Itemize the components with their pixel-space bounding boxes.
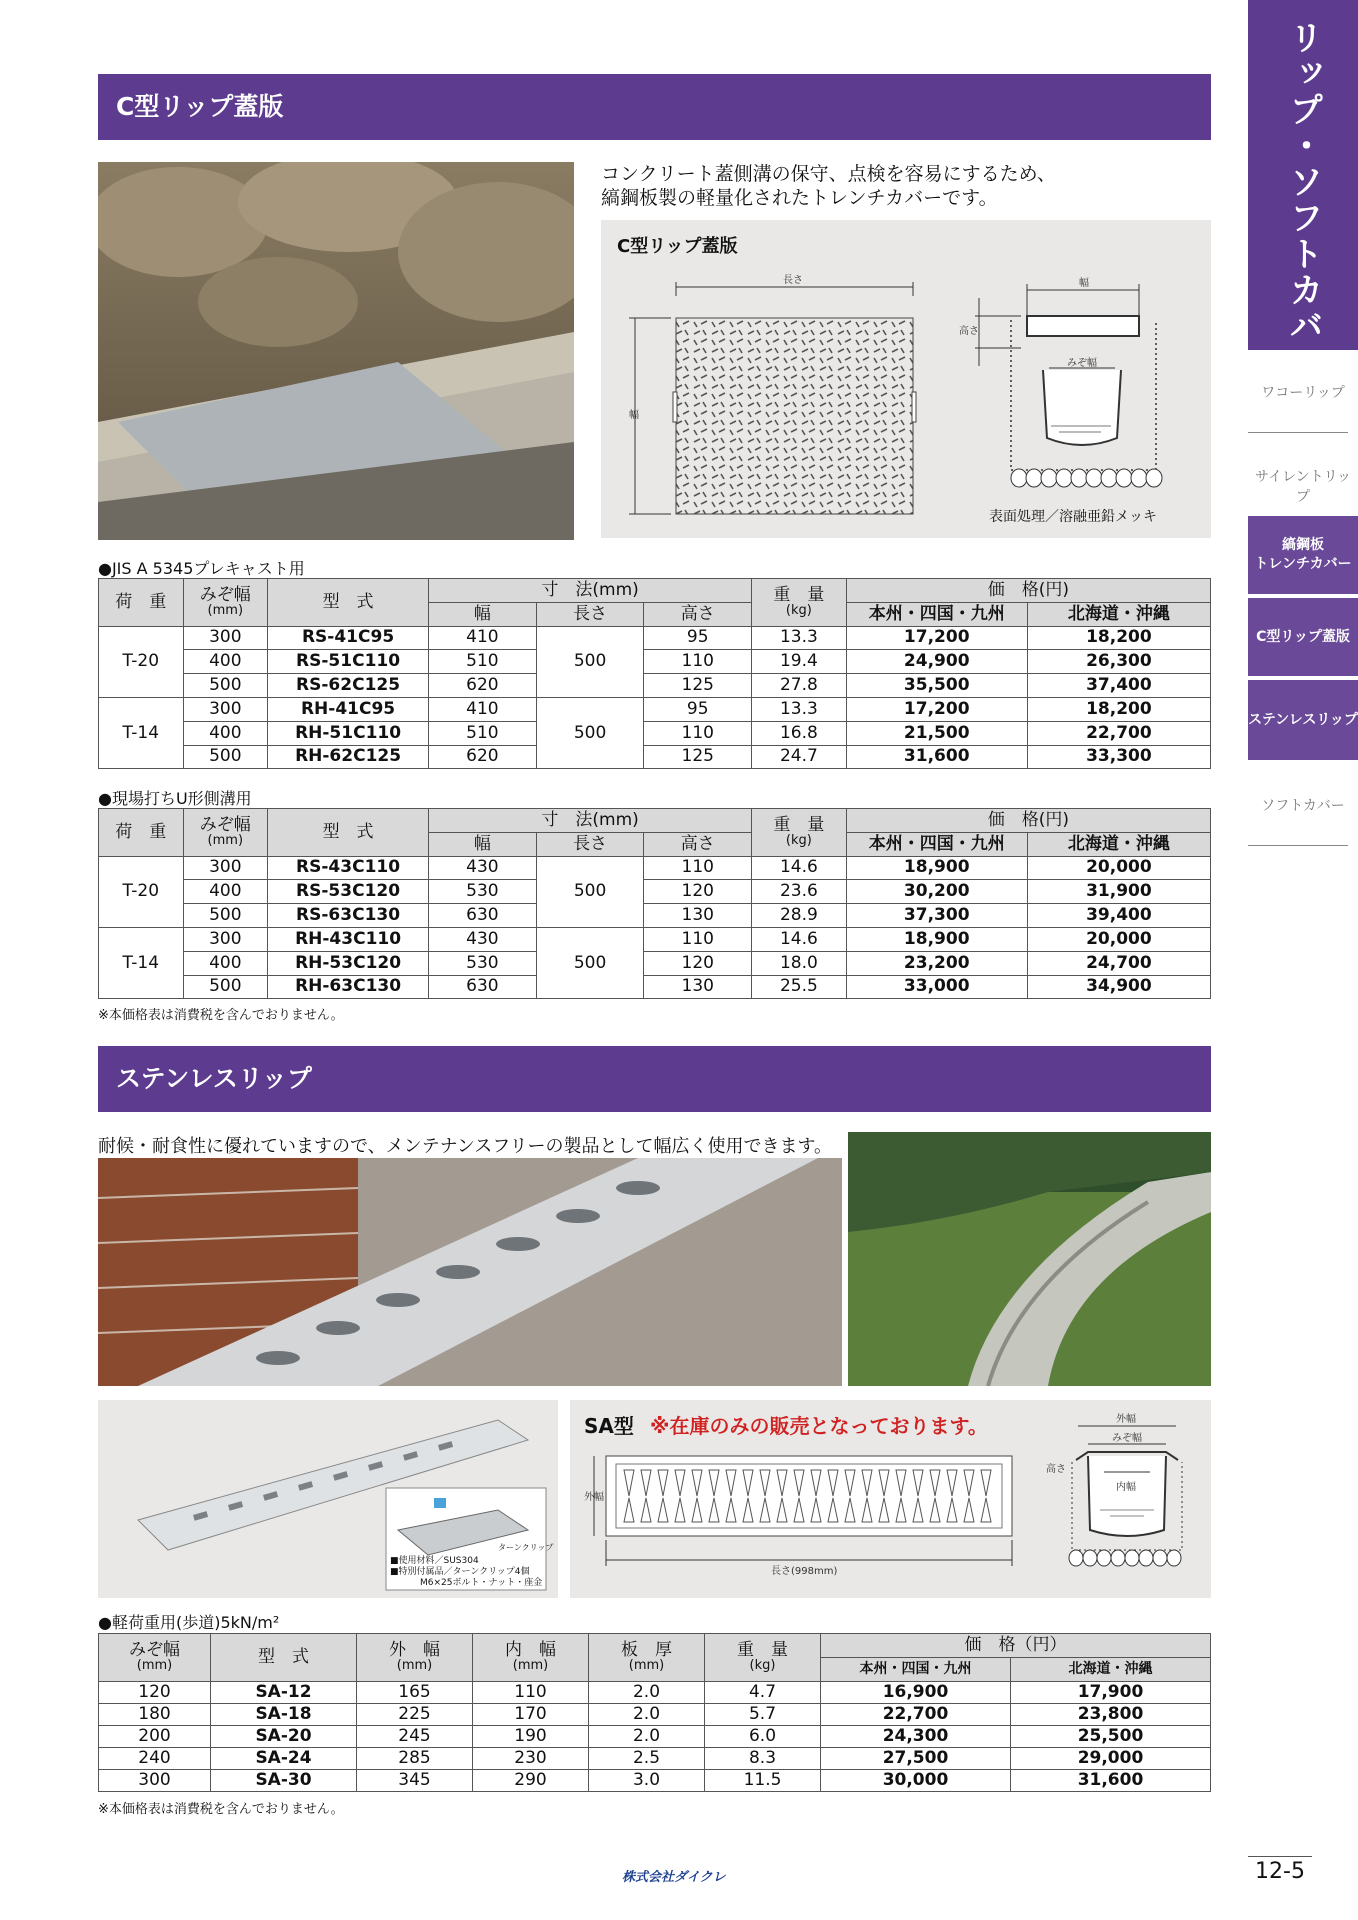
ditch-cell: 500	[183, 904, 268, 928]
model-cell: RH-41C95	[268, 697, 429, 721]
page-number: 12-5	[1248, 1856, 1312, 1884]
price-hokkaido-cell: 34,900	[1027, 975, 1210, 999]
header-thick-unit: (mm)	[628, 1658, 665, 1674]
label-outer-width: 外幅	[584, 1492, 604, 1503]
header-ditch	[99, 1634, 211, 1682]
kg-cell: 8.3	[705, 1747, 821, 1769]
price-hokkaido-cell: 33,300	[1027, 745, 1210, 769]
weight-cell: 27.8	[752, 674, 847, 698]
load-cell: T-14	[99, 927, 184, 998]
price-hokkaido-cell: 24,700	[1027, 951, 1210, 975]
label-outer-width-section: 外幅	[1116, 1414, 1136, 1425]
kg-cell: 11.5	[705, 1769, 821, 1791]
table2-caption: ●現場打ちU形側溝用	[98, 789, 252, 808]
side-link-stainless[interactable]: ステンレスリップ	[1248, 680, 1358, 760]
inner-cell: 170	[473, 1703, 589, 1725]
header-inner	[473, 1634, 589, 1682]
header-outer	[357, 1634, 473, 1682]
price-honshu-cell: 33,000	[846, 975, 1027, 999]
header-w: 幅	[429, 832, 537, 856]
ditch-cell: 180	[99, 1703, 211, 1725]
ditch-cell: 200	[99, 1725, 211, 1747]
table-row	[99, 721, 1211, 745]
width-cell: 620	[429, 745, 537, 769]
price-table-precast	[98, 578, 1211, 769]
price-hokkaido-cell: 18,200	[1027, 697, 1210, 721]
ditch-cell: 240	[99, 1747, 211, 1769]
price-honshu-cell: 31,600	[846, 745, 1027, 769]
label-height: 高さ	[959, 326, 979, 337]
label-length: 長さ(998mm)	[771, 1566, 838, 1577]
table-row	[99, 880, 1211, 904]
table-row	[99, 856, 1211, 880]
weight-cell: 14.6	[752, 927, 847, 951]
model-cell: SA-12	[211, 1681, 357, 1703]
p2-cell: 29,000	[1011, 1747, 1211, 1769]
turnclip-label: ターンクリップ	[498, 1543, 554, 1552]
header-h: 高さ	[644, 832, 752, 856]
length-cell: 500	[536, 927, 644, 998]
header-weight-unit: (kg)	[749, 1658, 776, 1674]
p2-cell: 23,800	[1011, 1703, 1211, 1725]
header-model: 型 式	[211, 1634, 357, 1682]
header-price-honshu: 本州・四国・九州	[821, 1657, 1011, 1681]
thick-cell: 2.0	[589, 1703, 705, 1725]
price-hokkaido-cell: 26,300	[1027, 650, 1210, 674]
side-link-wakolip[interactable]: ワコーリップ	[1261, 385, 1345, 401]
weight-cell: 13.3	[752, 626, 847, 650]
table-row	[99, 745, 1211, 769]
header-weight	[705, 1634, 821, 1682]
header-dims: 寸 法(mm)	[429, 579, 752, 603]
desc-line: コンクリート蓋側溝の保守、点検を容易にするため、	[601, 163, 1056, 185]
material-line: ■使用材料／SUS304	[390, 1556, 479, 1566]
length-cell: 500	[536, 626, 644, 697]
side-link-softcover[interactable]: ソフトカバー	[1261, 798, 1345, 814]
price-honshu-cell: 35,500	[846, 674, 1027, 698]
table-row	[99, 650, 1211, 674]
model-cell: SA-20	[211, 1725, 357, 1747]
model-cell: RS-41C95	[268, 626, 429, 650]
table-row	[99, 626, 1211, 650]
header-weight-label: 重 量	[773, 815, 825, 836]
height-cell: 120	[644, 951, 752, 975]
kg-cell: 4.7	[705, 1681, 821, 1703]
ditch-cell: 400	[183, 880, 268, 904]
ditch-cell: 120	[99, 1681, 211, 1703]
price-hokkaido-cell: 31,900	[1027, 880, 1210, 904]
ditch-cell: 500	[183, 674, 268, 698]
price-honshu-cell: 23,200	[846, 951, 1027, 975]
thick-cell: 2.0	[589, 1725, 705, 1747]
header-ditch-unit: (mm)	[207, 603, 244, 619]
accessory-line: ■特別付属品／ターンクリップ4個	[390, 1567, 530, 1577]
price-honshu-cell: 37,300	[846, 904, 1027, 928]
width-cell: 510	[429, 721, 537, 745]
header-load: 荷 重	[99, 809, 184, 857]
ditch-cell: 500	[183, 975, 268, 999]
photo-clip-cover	[98, 162, 574, 540]
model-cell: RS-63C130	[268, 904, 429, 928]
header-ditch	[183, 809, 268, 857]
model-cell: RH-51C110	[268, 721, 429, 745]
ditch-cell: 300	[183, 856, 268, 880]
thick-cell: 3.0	[589, 1769, 705, 1791]
p1-cell: 16,900	[821, 1681, 1011, 1703]
weight-cell: 19.4	[752, 650, 847, 674]
header-outer-unit: (mm)	[396, 1658, 433, 1674]
header-price-hokkaido: 北海道・沖縄	[1011, 1657, 1211, 1681]
header-inner-unit: (mm)	[512, 1658, 549, 1674]
width-cell: 630	[429, 904, 537, 928]
header-row	[99, 579, 1211, 603]
header-ditch-unit: (mm)	[136, 1658, 173, 1674]
header-thick	[589, 1634, 705, 1682]
model-cell: SA-30	[211, 1769, 357, 1791]
table-row	[99, 1769, 1211, 1791]
p1-cell: 30,000	[821, 1769, 1011, 1791]
header-model: 型 式	[268, 579, 429, 627]
p2-cell: 17,900	[1011, 1681, 1211, 1703]
header-l: 長さ	[536, 832, 644, 856]
width-cell: 510	[429, 650, 537, 674]
model-cell: RH-62C125	[268, 745, 429, 769]
side-link-clip[interactable]: C型リップ蓋版	[1248, 598, 1358, 676]
height-cell: 110	[644, 721, 752, 745]
sa-diagram-panel	[570, 1400, 1211, 1598]
desc-line: 縞鋼板製の軽量化されたトレンチカバーです。	[601, 187, 998, 209]
header-ditch-label: みぞ幅	[129, 1640, 180, 1661]
height-cell: 95	[644, 626, 752, 650]
height-cell: 125	[644, 745, 752, 769]
header-ditch-label: みぞ幅	[199, 585, 251, 606]
sa-type-diagram	[570, 1400, 1211, 1598]
weight-cell: 28.9	[752, 904, 847, 928]
header-price: 価 格（円）	[821, 1634, 1211, 1658]
outer-cell: 245	[357, 1725, 473, 1747]
table-row	[99, 697, 1211, 721]
price-hokkaido-cell: 37,400	[1027, 674, 1210, 698]
weight-cell: 24.7	[752, 745, 847, 769]
header-price-hokkaido: 北海道・沖縄	[1027, 832, 1210, 856]
photo-stainless-grating	[98, 1158, 842, 1386]
model-cell: RH-43C110	[268, 927, 429, 951]
price-hokkaido-cell: 39,400	[1027, 904, 1210, 928]
header-weight-unit: (kg)	[785, 833, 812, 849]
header-row	[99, 809, 1211, 833]
model-cell: RS-43C110	[268, 856, 429, 880]
company-logo: 株式会社ダイクレ	[622, 1870, 726, 1885]
width-cell: 530	[429, 880, 537, 904]
header-load: 荷 重	[99, 579, 184, 627]
table-row	[99, 951, 1211, 975]
p2-cell: 25,500	[1011, 1725, 1211, 1747]
label-length: 長さ	[783, 275, 803, 286]
height-cell: 120	[644, 880, 752, 904]
p1-cell: 27,500	[821, 1747, 1011, 1769]
kg-cell: 5.7	[705, 1703, 821, 1725]
product-photo-panel	[98, 1400, 558, 1598]
header-weight	[752, 579, 847, 627]
height-cell: 130	[644, 975, 752, 999]
price-table-sa	[98, 1633, 1211, 1792]
header-outer-label: 外 幅	[389, 1640, 440, 1661]
width-cell: 410	[429, 697, 537, 721]
price-honshu-cell: 17,200	[846, 697, 1027, 721]
side-divider	[1248, 432, 1348, 433]
surface-note: 表面処理／溶融亜鉛メッキ	[989, 509, 1157, 525]
ditch-cell: 300	[99, 1769, 211, 1791]
load-cell: T-20	[99, 626, 184, 697]
table-row	[99, 975, 1211, 999]
model-cell: RS-51C110	[268, 650, 429, 674]
price-honshu-cell: 30,200	[846, 880, 1027, 904]
table1-caption: ●JIS A 5345プレキャスト用	[98, 559, 305, 578]
ditch-cell: 400	[183, 721, 268, 745]
height-cell: 110	[644, 927, 752, 951]
header-thick-label: 板 厚	[621, 1640, 672, 1661]
ditch-cell: 500	[183, 745, 268, 769]
inner-cell: 190	[473, 1725, 589, 1747]
header-h: 高さ	[644, 602, 752, 626]
section2-description: 耐候・耐食性に優れていますので、メンテナンスフリーの製品として幅広く使用できます。	[98, 1136, 833, 1157]
price-hokkaido-cell: 20,000	[1027, 927, 1210, 951]
width-cell: 620	[429, 674, 537, 698]
model-cell: SA-24	[211, 1747, 357, 1769]
header-weight	[752, 809, 847, 857]
height-cell: 95	[644, 697, 752, 721]
width-cell: 630	[429, 975, 537, 999]
weight-cell: 18.0	[752, 951, 847, 975]
width-cell: 430	[429, 927, 537, 951]
model-cell: SA-18	[211, 1703, 357, 1725]
height-cell: 110	[644, 856, 752, 880]
thick-cell: 2.5	[589, 1747, 705, 1769]
header-price-honshu: 本州・四国・九州	[846, 602, 1027, 626]
ditch-cell: 400	[183, 650, 268, 674]
table-row	[99, 904, 1211, 928]
price-hokkaido-cell: 22,700	[1027, 721, 1210, 745]
table-row	[99, 927, 1211, 951]
side-link-silentlip[interactable]: サイレントリップ	[1254, 469, 1352, 505]
tax-note: ※本価格表は消費税を含んでおりません。	[98, 1802, 344, 1817]
header-row	[99, 1634, 1211, 1658]
weight-cell: 13.3	[752, 697, 847, 721]
side-divider	[1248, 845, 1348, 846]
table-row	[99, 1681, 1211, 1703]
section-title-stainless: ステンレスリップ	[98, 1046, 1211, 1112]
material-note	[390, 1556, 542, 1589]
length-cell: 500	[536, 856, 644, 927]
label-ditch-width: みぞ幅	[1112, 1433, 1142, 1444]
width-cell: 410	[429, 626, 537, 650]
inner-cell: 110	[473, 1681, 589, 1703]
ditch-cell: 300	[183, 927, 268, 951]
label-ditch-width: みぞ幅	[1067, 358, 1097, 369]
diagram-title: C型リップ蓋版	[617, 236, 738, 257]
label-height: 高さ	[1046, 1464, 1066, 1475]
outer-cell: 285	[357, 1747, 473, 1769]
header-dims: 寸 法(mm)	[429, 809, 752, 833]
p2-cell: 31,600	[1011, 1769, 1211, 1791]
weight-cell: 16.8	[752, 721, 847, 745]
height-cell: 130	[644, 904, 752, 928]
accessory-line: M6×25ボルト・ナット・座金	[420, 1578, 543, 1588]
section-title-clip: C型リップ蓋版	[98, 74, 1211, 140]
price-honshu-cell: 21,500	[846, 721, 1027, 745]
header-ditch-unit: (mm)	[207, 833, 244, 849]
outer-cell: 345	[357, 1769, 473, 1791]
height-cell: 125	[644, 674, 752, 698]
model-cell: RH-53C120	[268, 951, 429, 975]
header-ditch	[183, 579, 268, 627]
price-hokkaido-cell: 18,200	[1027, 626, 1210, 650]
outer-cell: 225	[357, 1703, 473, 1725]
label-width-side: 幅	[1079, 278, 1089, 289]
photo-stainless-field	[848, 1132, 1211, 1386]
header-price: 価 格(円)	[846, 579, 1210, 603]
header-weight-label: 重 量	[773, 585, 825, 606]
price-honshu-cell: 24,900	[846, 650, 1027, 674]
label-inner-width: 内幅	[1116, 1482, 1136, 1493]
outer-cell: 165	[357, 1681, 473, 1703]
length-cell: 500	[536, 697, 644, 768]
width-cell: 530	[429, 951, 537, 975]
weight-cell: 25.5	[752, 975, 847, 999]
price-table-onsite	[98, 808, 1211, 999]
height-cell: 110	[644, 650, 752, 674]
header-price: 価 格(円)	[846, 809, 1210, 833]
load-cell: T-20	[99, 856, 184, 927]
width-cell: 430	[429, 856, 537, 880]
table-row	[99, 1703, 1211, 1725]
weight-cell: 23.6	[752, 880, 847, 904]
header-l: 長さ	[536, 602, 644, 626]
header-inner-label: 内 幅	[505, 1640, 556, 1661]
side-tab-title: リップ・ソフトカバー	[1248, 0, 1358, 350]
model-cell: RS-53C120	[268, 880, 429, 904]
ditch-cell: 300	[183, 697, 268, 721]
model-cell: RH-63C130	[268, 975, 429, 999]
price-honshu-cell: 18,900	[846, 856, 1027, 880]
ditch-cell: 300	[183, 626, 268, 650]
price-honshu-cell: 17,200	[846, 626, 1027, 650]
thick-cell: 2.0	[589, 1681, 705, 1703]
p1-cell: 24,300	[821, 1725, 1011, 1747]
header-model: 型 式	[268, 809, 429, 857]
tax-note: ※本価格表は消費税を含んでおりません。	[98, 1008, 344, 1023]
section1-description	[601, 162, 1056, 210]
header-w: 幅	[429, 602, 537, 626]
model-cell: RS-62C125	[268, 674, 429, 698]
table3-caption: ●軽荷重用(歩道)5kN/m²	[98, 1613, 280, 1632]
inner-cell: 230	[473, 1747, 589, 1769]
clip-cover-diagram	[601, 220, 1211, 538]
label-width: 幅	[629, 410, 639, 421]
table-row	[99, 1725, 1211, 1747]
side-link-trench[interactable]: 縞鋼板 トレンチカバー	[1248, 516, 1358, 594]
table-row	[99, 674, 1211, 698]
header-weight-unit: (kg)	[785, 603, 812, 619]
header-price-hokkaido: 北海道・沖縄	[1027, 602, 1210, 626]
weight-cell: 14.6	[752, 856, 847, 880]
sa-title: SA型	[584, 1414, 634, 1438]
header-ditch-label: みぞ幅	[199, 815, 251, 836]
header-price-honshu: 本州・四国・九州	[846, 832, 1027, 856]
price-hokkaido-cell: 20,000	[1027, 856, 1210, 880]
inner-cell: 290	[473, 1769, 589, 1791]
p1-cell: 22,700	[821, 1703, 1011, 1725]
table-row	[99, 1747, 1211, 1769]
kg-cell: 6.0	[705, 1725, 821, 1747]
header-weight-label: 重 量	[737, 1640, 788, 1661]
sa-stock-notice: ※在庫のみの販売となっております。	[650, 1414, 988, 1438]
ditch-cell: 400	[183, 951, 268, 975]
load-cell: T-14	[99, 697, 184, 768]
diagram-panel-clip	[601, 220, 1211, 538]
price-honshu-cell: 18,900	[846, 927, 1027, 951]
